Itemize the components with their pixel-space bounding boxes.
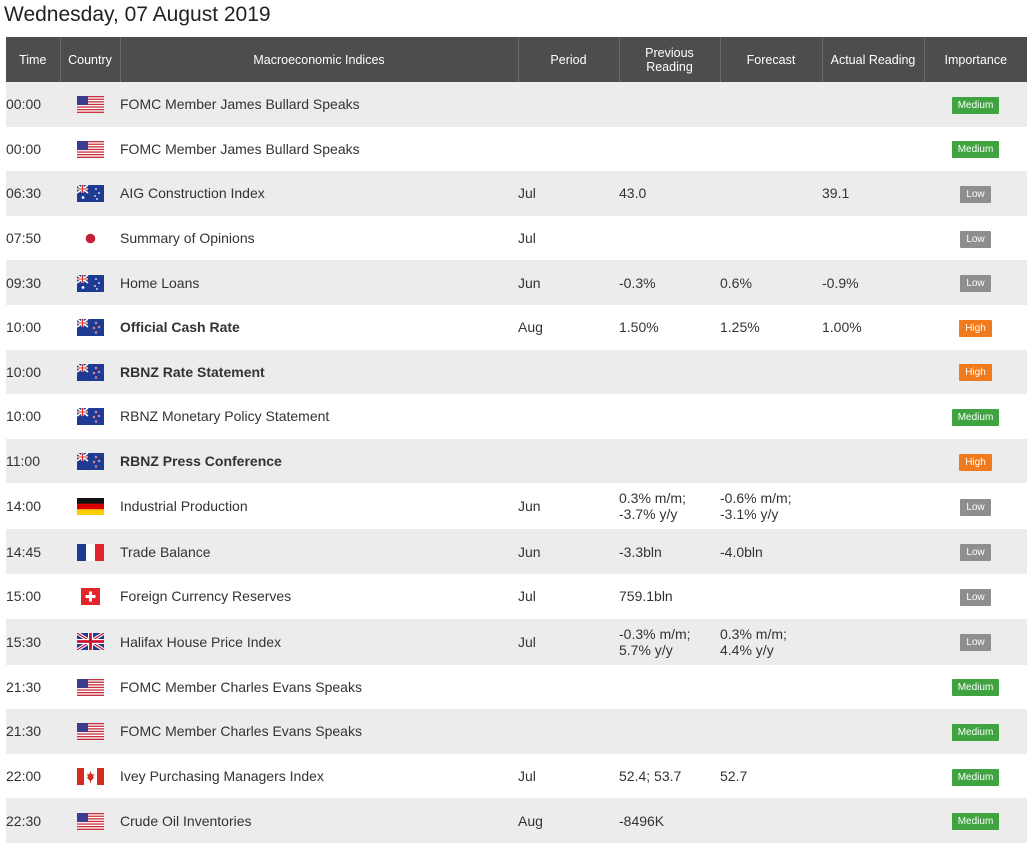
ch-flag-icon	[77, 588, 104, 605]
gb-flag-icon	[77, 633, 104, 650]
forecast-cell-line2: -3.1% y/y	[720, 506, 779, 523]
au-flag-icon	[77, 275, 104, 292]
importance-badge: Medium	[952, 724, 1000, 741]
country-cell	[60, 171, 120, 216]
country-cell	[60, 709, 120, 754]
country-cell	[60, 260, 120, 305]
previous-cell-line1: 52.4; 53.7	[619, 768, 682, 785]
forecast-cell	[720, 574, 822, 619]
importance-cell	[924, 216, 1027, 261]
period-cell	[518, 350, 619, 395]
event-name[interactable]: Trade Balance	[120, 529, 518, 574]
column-header-previous[interactable]	[619, 37, 720, 82]
importance-badge: Medium	[952, 679, 1000, 696]
importance-cell	[924, 394, 1027, 439]
actual-cell	[822, 216, 924, 261]
actual-cell	[822, 350, 924, 395]
event-name[interactable]: Summary of Opinions	[120, 216, 518, 261]
previous-cell-line1: -3.3bln	[619, 543, 662, 560]
time-cell: 14:00	[6, 483, 60, 529]
event-name[interactable]: RBNZ Rate Statement	[120, 350, 518, 395]
de-flag-icon	[77, 498, 104, 515]
table-row[interactable]	[6, 216, 1027, 261]
forecast-cell	[720, 754, 822, 799]
previous-cell	[619, 260, 720, 305]
country-cell	[60, 394, 120, 439]
forecast-cell-line1: 1.25%	[720, 319, 760, 336]
previous-cell	[619, 529, 720, 574]
importance-badge: Low	[960, 634, 990, 651]
previous-cell	[619, 619, 720, 665]
time-cell: 15:00	[6, 574, 60, 619]
time-cell: 14:45	[6, 529, 60, 574]
importance-cell	[924, 439, 1027, 484]
actual-cell	[822, 439, 924, 484]
forecast-cell	[720, 529, 822, 574]
forecast-cell-line1: 0.6%	[720, 274, 752, 291]
importance-badge: Medium	[952, 409, 1000, 426]
previous-cell-line1: 1.50%	[619, 319, 659, 336]
country-cell	[60, 305, 120, 350]
table-row[interactable]	[6, 709, 1027, 754]
period-cell: Jun	[518, 260, 619, 305]
event-name[interactable]: RBNZ Monetary Policy Statement	[120, 394, 518, 439]
actual-cell	[822, 754, 924, 799]
actual-cell	[822, 798, 924, 843]
importance-cell	[924, 619, 1027, 665]
previous-cell-line1: 759.1bln	[619, 588, 673, 605]
importance-cell	[924, 350, 1027, 395]
previous-cell	[619, 305, 720, 350]
previous-cell	[619, 394, 720, 439]
importance-badge: Low	[960, 231, 990, 248]
us-flag-icon	[77, 141, 104, 158]
period-cell: Jul	[518, 754, 619, 799]
country-cell	[60, 483, 120, 529]
time-cell: 06:30	[6, 171, 60, 216]
us-flag-icon	[77, 96, 104, 113]
table-header-row	[6, 37, 1027, 82]
forecast-cell	[720, 439, 822, 484]
importance-cell	[924, 754, 1027, 799]
previous-cell	[619, 216, 720, 261]
importance-badge: High	[959, 454, 992, 471]
time-cell: 10:00	[6, 305, 60, 350]
event-name[interactable]: AIG Construction Index	[120, 171, 518, 216]
forecast-cell	[720, 127, 822, 172]
table-row[interactable]	[6, 305, 1027, 350]
event-name[interactable]: Official Cash Rate	[120, 305, 518, 350]
country-cell	[60, 665, 120, 710]
forecast-cell	[720, 709, 822, 754]
time-cell: 00:00	[6, 127, 60, 172]
nz-flag-icon	[77, 453, 104, 470]
column-header-country[interactable]: Country	[60, 37, 120, 82]
country-cell	[60, 350, 120, 395]
economic-calendar-table	[6, 37, 1027, 843]
importance-badge: Low	[960, 544, 990, 561]
forecast-cell	[720, 394, 822, 439]
table-row[interactable]	[6, 529, 1027, 574]
time-cell: 21:30	[6, 709, 60, 754]
previous-label-line1: Previous	[645, 45, 694, 60]
column-header-time[interactable]: Time	[6, 37, 60, 82]
country-cell	[60, 798, 120, 843]
forecast-cell	[720, 483, 822, 529]
event-name[interactable]: Halifax House Price Index	[120, 619, 518, 665]
period-cell	[518, 82, 619, 127]
time-cell: 11:00	[6, 439, 60, 484]
previous-cell-line1: -0.3%	[619, 274, 656, 291]
previous-cell	[619, 665, 720, 710]
table-row[interactable]	[6, 483, 1027, 529]
table-row[interactable]	[6, 171, 1027, 216]
actual-cell	[822, 619, 924, 665]
actual-cell: 1.00%	[822, 305, 924, 350]
event-name[interactable]: Crude Oil Inventories	[120, 798, 518, 843]
importance-cell	[924, 171, 1027, 216]
column-header-importance[interactable]: Importance	[924, 37, 1027, 82]
actual-cell	[822, 483, 924, 529]
previous-cell-line1: 0.3% m/m;	[619, 490, 686, 507]
forecast-cell	[720, 305, 822, 350]
table-row[interactable]	[6, 127, 1027, 172]
importance-badge: High	[959, 364, 992, 381]
actual-cell	[822, 665, 924, 710]
previous-cell	[619, 439, 720, 484]
previous-cell	[619, 171, 720, 216]
page-title: Wednesday, 07 August 2019	[4, 3, 271, 26]
actual-cell: -0.9%	[822, 260, 924, 305]
period-cell: Jul	[518, 171, 619, 216]
importance-cell	[924, 574, 1027, 619]
previous-cell	[619, 350, 720, 395]
period-cell	[518, 439, 619, 484]
importance-cell	[924, 260, 1027, 305]
previous-cell-line2: 5.7% y/y	[619, 641, 673, 658]
previous-cell-line1: 43.0	[619, 185, 647, 202]
country-cell	[60, 574, 120, 619]
period-cell	[518, 665, 619, 710]
actual-cell	[822, 82, 924, 127]
table-row[interactable]	[6, 619, 1027, 665]
us-flag-icon	[77, 723, 104, 740]
actual-cell	[822, 127, 924, 172]
importance-cell	[924, 483, 1027, 529]
table-row[interactable]	[6, 574, 1027, 619]
country-cell	[60, 754, 120, 799]
actual-cell: 39.1	[822, 171, 924, 216]
previous-cell-line1: -8496K	[619, 812, 665, 829]
forecast-cell	[720, 260, 822, 305]
period-cell: Aug	[518, 798, 619, 843]
country-cell	[60, 127, 120, 172]
table-row[interactable]	[6, 394, 1027, 439]
time-cell: 10:00	[6, 394, 60, 439]
actual-cell	[822, 709, 924, 754]
importance-badge: Low	[960, 499, 990, 516]
period-cell: Jun	[518, 483, 619, 529]
period-cell: Jul	[518, 574, 619, 619]
nz-flag-icon	[77, 319, 104, 336]
forecast-cell-line1: -0.6% m/m;	[720, 490, 792, 507]
actual-cell	[822, 529, 924, 574]
previous-cell	[619, 127, 720, 172]
forecast-cell	[720, 798, 822, 843]
time-cell: 00:00	[6, 82, 60, 127]
period-cell	[518, 394, 619, 439]
period-cell: Jul	[518, 216, 619, 261]
previous-label-line2: Reading	[646, 59, 693, 74]
column-header-indices[interactable]: Macroeconomic Indices	[120, 37, 518, 82]
period-cell: Jun	[518, 529, 619, 574]
importance-cell	[924, 82, 1027, 127]
importance-cell	[924, 709, 1027, 754]
forecast-cell	[720, 216, 822, 261]
country-cell	[60, 619, 120, 665]
previous-cell	[619, 798, 720, 843]
country-cell	[60, 529, 120, 574]
event-name[interactable]: FOMC Member James Bullard Speaks	[120, 82, 518, 127]
previous-cell	[619, 754, 720, 799]
country-cell	[60, 439, 120, 484]
country-cell	[60, 216, 120, 261]
event-name[interactable]: FOMC Member Charles Evans Speaks	[120, 665, 518, 710]
event-name[interactable]: Home Loans	[120, 260, 518, 305]
nz-flag-icon	[77, 364, 104, 381]
importance-badge: Low	[960, 589, 990, 606]
importance-cell	[924, 127, 1027, 172]
forecast-cell	[720, 350, 822, 395]
importance-badge: Low	[960, 186, 990, 203]
forecast-cell-line2: 4.4% y/y	[720, 641, 774, 658]
time-cell: 22:00	[6, 754, 60, 799]
importance-cell	[924, 798, 1027, 843]
time-cell: 09:30	[6, 260, 60, 305]
importance-badge: Medium	[952, 769, 1000, 786]
forecast-cell-line1: 0.3% m/m;	[720, 625, 787, 642]
country-cell	[60, 82, 120, 127]
nz-flag-icon	[77, 408, 104, 425]
actual-cell	[822, 394, 924, 439]
time-cell: 07:50	[6, 216, 60, 261]
previous-cell	[619, 574, 720, 619]
event-name[interactable]: Industrial Production	[120, 483, 518, 529]
forecast-cell-line1: 52.7	[720, 768, 748, 785]
table-row[interactable]	[6, 754, 1027, 799]
table-row[interactable]	[6, 798, 1027, 843]
importance-cell	[924, 529, 1027, 574]
previous-cell	[619, 82, 720, 127]
event-name[interactable]: FOMC Member James Bullard Speaks	[120, 127, 518, 172]
previous-cell-line2: -3.7% y/y	[619, 506, 678, 523]
forecast-cell	[720, 665, 822, 710]
importance-cell	[924, 665, 1027, 710]
forecast-cell	[720, 619, 822, 665]
column-header-period[interactable]: Period	[518, 37, 619, 82]
event-name[interactable]: Foreign Currency Reserves	[120, 574, 518, 619]
time-cell: 21:30	[6, 665, 60, 710]
importance-badge: High	[959, 320, 992, 337]
table-row[interactable]	[6, 439, 1027, 484]
au-flag-icon	[77, 185, 104, 202]
table-row[interactable]	[6, 665, 1027, 710]
forecast-cell	[720, 171, 822, 216]
column-header-forecast[interactable]: Forecast	[720, 37, 822, 82]
ca-flag-icon	[77, 768, 104, 785]
time-cell: 10:00	[6, 350, 60, 395]
importance-badge: Medium	[952, 97, 1000, 114]
time-cell: 15:30	[6, 619, 60, 665]
period-cell: Jul	[518, 619, 619, 665]
period-cell: Aug	[518, 305, 619, 350]
fr-flag-icon	[77, 544, 104, 561]
event-name[interactable]: RBNZ Press Conference	[120, 439, 518, 484]
importance-badge: Medium	[952, 813, 1000, 830]
time-cell: 22:30	[6, 798, 60, 843]
period-cell	[518, 709, 619, 754]
event-name[interactable]: Ivey Purchasing Managers Index	[120, 754, 518, 799]
us-flag-icon	[77, 679, 104, 696]
forecast-cell	[720, 82, 822, 127]
jp-flag-icon	[77, 230, 104, 247]
table-row[interactable]	[6, 82, 1027, 127]
table-row[interactable]	[6, 260, 1027, 305]
previous-cell	[619, 483, 720, 529]
table-row[interactable]	[6, 350, 1027, 395]
previous-cell	[619, 709, 720, 754]
previous-cell-line1: -0.3% m/m;	[619, 625, 691, 642]
period-cell	[518, 127, 619, 172]
forecast-cell-line1: -4.0bln	[720, 543, 763, 560]
importance-cell	[924, 305, 1027, 350]
event-name[interactable]: FOMC Member Charles Evans Speaks	[120, 709, 518, 754]
importance-badge: Low	[960, 275, 990, 292]
actual-cell	[822, 574, 924, 619]
column-header-actual[interactable]: Actual Reading	[822, 37, 924, 82]
importance-badge: Medium	[952, 141, 1000, 158]
us-flag-icon	[77, 813, 104, 830]
